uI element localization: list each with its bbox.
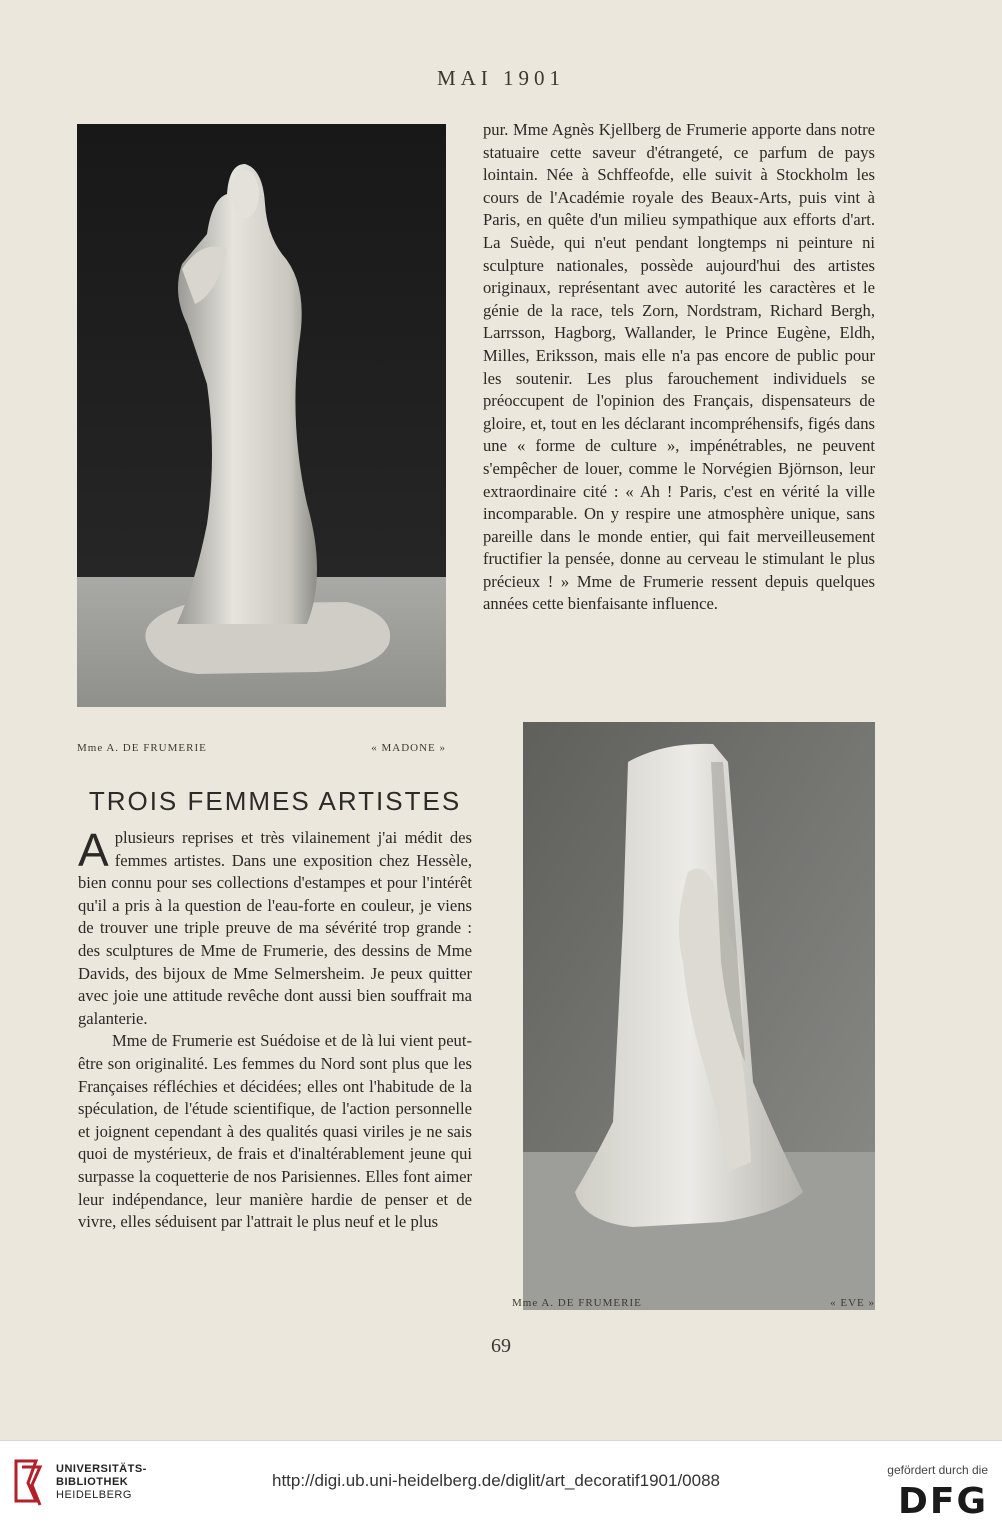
eve-sculpture-image: [523, 722, 875, 1310]
article-title: TROIS FEMMES ARTISTES: [88, 786, 462, 816]
eve-caption-artist: Mme A. DE FRUMERIE: [512, 1297, 642, 1309]
eve-caption-title: « EVE »: [830, 1297, 875, 1309]
right-paragraph: pur. Mme Agnès Kjellberg de Frumerie apporte dans notre statuaire cette saveur d'étrangeté, ce parfum de pays lointain. Née à Schffeofde, elle suivit à Stockholm les cours de l'Académie royale des Beaux-Arts, puis vint à Paris, en quête d'un milieu sympathique aux efforts d'art. La Suède, qui n'eut pendant longtemps ni peinture ni sculpture nationales, possède aujourd'hui des artistes originaux, représentant avec autorité les caractères et le génie de la race, tels Zorn, Nordstram, Richard Bergh, Larrsson, Hagborg, Wallander, le Prince Eugène, Eldh, Milles, Eriksson, mais elle n'a pas encore de public pour les soutenir. Les plus farouchement individuels se préoccupent de l'opinion des Français, dispensateurs de gloire, et, tout en les déclarant incompréhensifs, figés dans une « forme de culture », impénétrables, ne peuvent s'empêcher de louer, comme le Norvégien Björnson, leur extraordinaire cité : « Ah ! Paris, c'est en vérité la ville incomparable. On y respire une atmosphère unique, sans pareille dans le monde entier, qui fait merveilleusement fructifier la pensée, donne au cerveau le stimulant le plus précieux ! » Mme de Frumerie ressent depuis quelques années cette bienfaisante influence.: [483, 120, 875, 614]
left-paragraph-2: Mme de Frumerie est Suédoise et de là lui vient peut-être son originalité. Les femmes du Nord sont plus que les Françaises réfléchies et décidées; elles ont l'habitude de la spéculation, de l'étude scientifique, de l'action personnelle et joignent cependant à des qualités quasi viriles je ne sais quoi de mystérieux, de frais et d'inaltérablement jeune qui surpasse la coquetterie de nos Parisiennes. Elles font aimer leur indépendance, leur manière hardie de penser et de vivre, elles séduisent par l'attrait le plus neuf et le plus: [78, 1031, 472, 1232]
eve-caption: [512, 1297, 875, 1309]
madone-caption-artist: Mme A. DE FRUMERIE: [77, 742, 207, 754]
left-paragraph-1: [78, 824, 472, 1030]
madone-sculpture-image: [77, 124, 446, 707]
library-footer: [0, 1440, 1002, 1528]
left-column: [78, 824, 472, 1234]
left-paragraph-1-text: plusieurs reprises et très vilainement j'ai médit des femmes artistes. Dans une exposition chez Hessèle, bien connu pour ses collections d'estampes et pour l'intérêt qu'il a pris à la question de l'eau-forte en couleur, je viens de trouver une triple preuve de ma sévérité trop grande : des sculptures de Mme de Frumerie, des dessins de Mme Davids, des bijoux de Mme Selmersheim. Je peux quitter avec joie une attitude revêche dont aussi bien souffrait ma galanterie.: [78, 828, 472, 1028]
madone-caption-title: « MADONE »: [371, 742, 446, 754]
library-name: [56, 1463, 147, 1502]
right-column: [483, 119, 875, 616]
dfg-logo[interactable]: DFG: [897, 1481, 988, 1522]
running-head: MAI 1901: [436, 66, 566, 90]
eve-photograph: [523, 722, 875, 1310]
page-number: 69: [491, 1335, 511, 1357]
library-name-line1: UNIVERSITÄTS-: [56, 1463, 147, 1475]
madone-caption: [77, 742, 446, 754]
university-library-logo-icon[interactable]: [12, 1455, 48, 1507]
permalink-url[interactable]: http://digi.ub.uni-heidelberg.de/diglit/art_decoratif1901/0088: [272, 1471, 720, 1490]
funder-label: gefördert durch die: [887, 1463, 988, 1477]
drop-cap: A: [78, 824, 109, 876]
library-name-line2: BIBLIOTHEK: [56, 1476, 129, 1488]
madone-photograph: [77, 124, 446, 707]
library-name-line3: HEIDELBERG: [56, 1489, 132, 1501]
